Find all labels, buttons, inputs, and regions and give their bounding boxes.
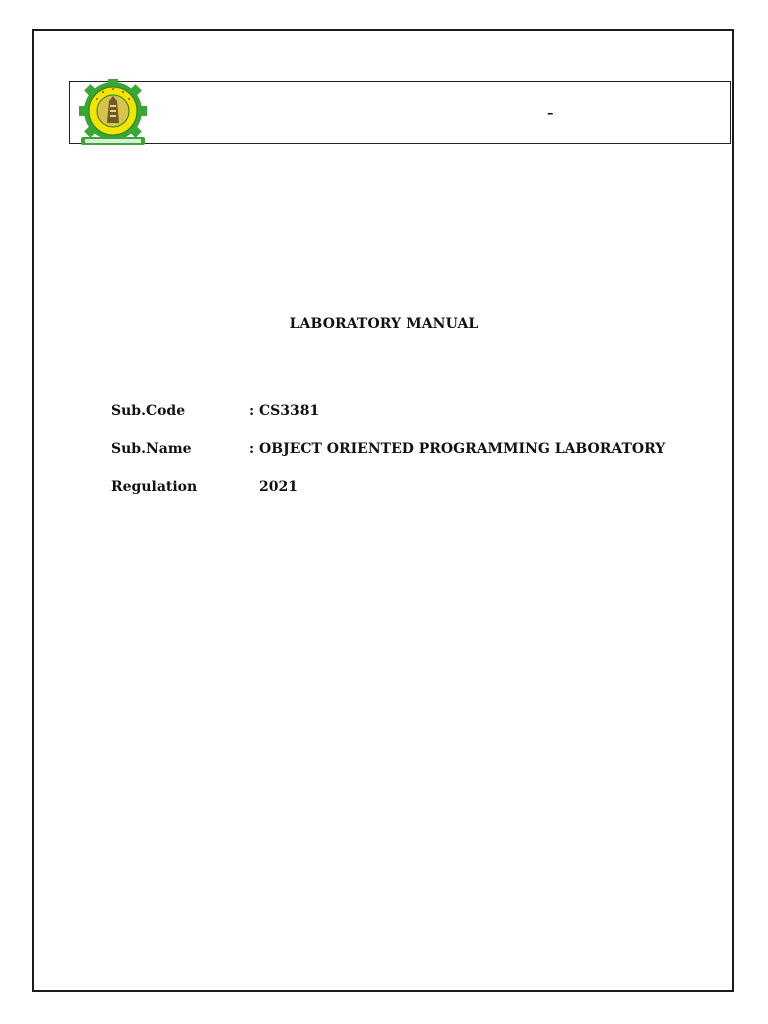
field-label: Regulation: [111, 479, 198, 495]
college-emblem-icon: [75, 79, 151, 147]
header-box: [69, 81, 731, 144]
field-label: Sub.Code: [111, 403, 186, 419]
field-value: 2021: [259, 479, 298, 495]
page-border: [32, 29, 734, 992]
document-title: LABORATORY MANUAL: [289, 316, 479, 332]
field-value: : OBJECT ORIENTED PROGRAMMING LABORATORY: [249, 441, 666, 457]
field-label: Sub.Name: [111, 441, 192, 457]
header-mark: –: [547, 106, 554, 121]
field-value: : CS3381: [249, 403, 320, 419]
